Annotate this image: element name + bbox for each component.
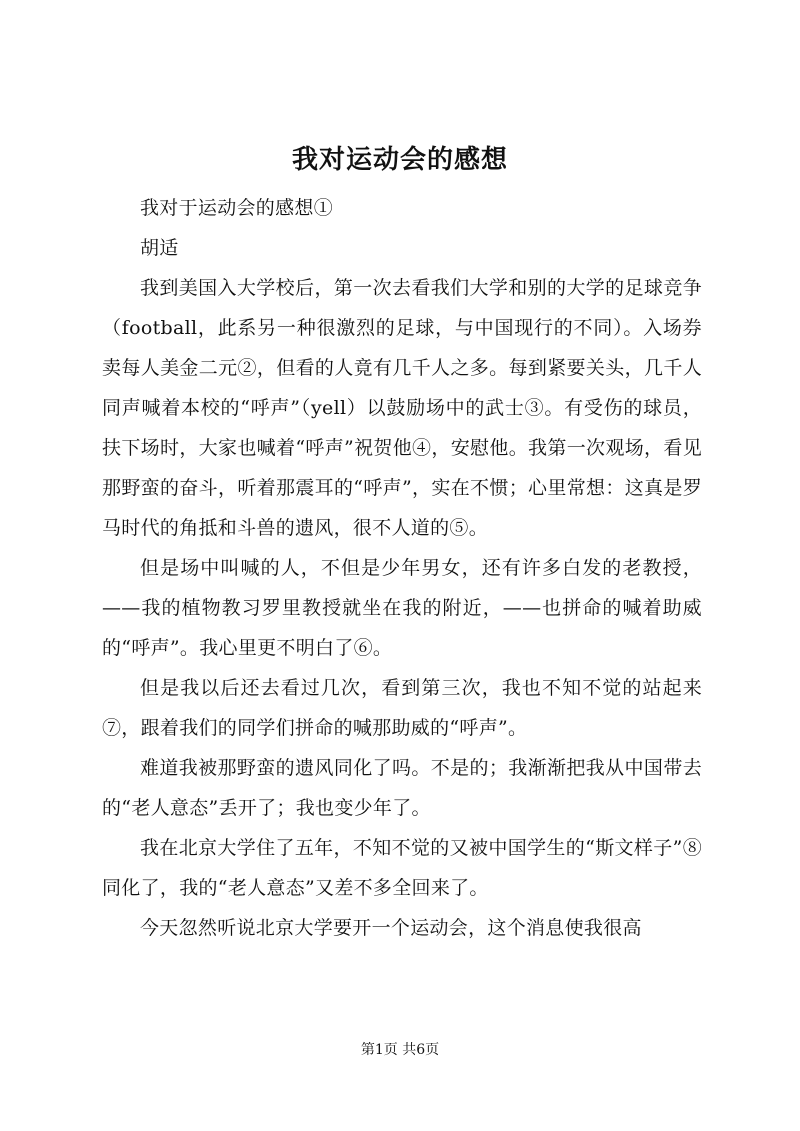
- body-paragraph: 但是我以后还去看过几次，看到第三次，我也不知不觉的站起来⑦，跟着我们的同学们拼命的喊那助威的“呼声”。: [102, 677, 702, 739]
- body-paragraph: 我在北京大学住了五年，不知不觉的又被中国学生的“斯文样子”⑧同化了，我的“老人意态”又差不多全回来了。: [102, 837, 702, 899]
- body-paragraph: 我到美国入大学校后，第一次去看我们大学和别的大学的足球竞争（football，此系另一种很激烈的足球，与中国现行的不同）。入场券卖每人美金二元②，但看的人竟有几千人之多。每到紧要关头，几千人同声喊着本校的“呼声”（yell）以鼓励场中的武士③。有受伤的球员，扶下场时，大家也喊着“呼声”祝贺他④，安慰他。我第一次观场，看见那野蛮的奋斗，听着那震耳的“呼声”，实在不惯；心里常想：这真是罗马时代的角抵和斗兽的遗风，很不人道的⑤。: [102, 277, 702, 539]
- document-body: [102, 188, 702, 948]
- page-footer: 第1页 共6页: [360, 1042, 440, 1058]
- body-paragraph: 今天忽然听说北京大学要开一个运动会，这个消息使我很高: [140, 917, 642, 939]
- body-paragraph: 但是场中叫喊的人，不但是少年男女，还有许多白发的老教授，——我的植物教习罗里教授就坐在我的附近，——也拼命的喊着助威的“呼声”。我心里更不明白了⑥。: [102, 557, 702, 659]
- body-paragraph: 难道我被那野蛮的遗风同化了吗。不是的；我渐渐把我从中国带去的“老人意态”丢开了；我也变少年了。: [102, 757, 702, 819]
- author-paragraph: 胡适: [140, 237, 179, 259]
- page-title: 我对运动会的感想: [291, 145, 508, 175]
- subtitle-paragraph: 我对于运动会的感想①: [140, 197, 334, 219]
